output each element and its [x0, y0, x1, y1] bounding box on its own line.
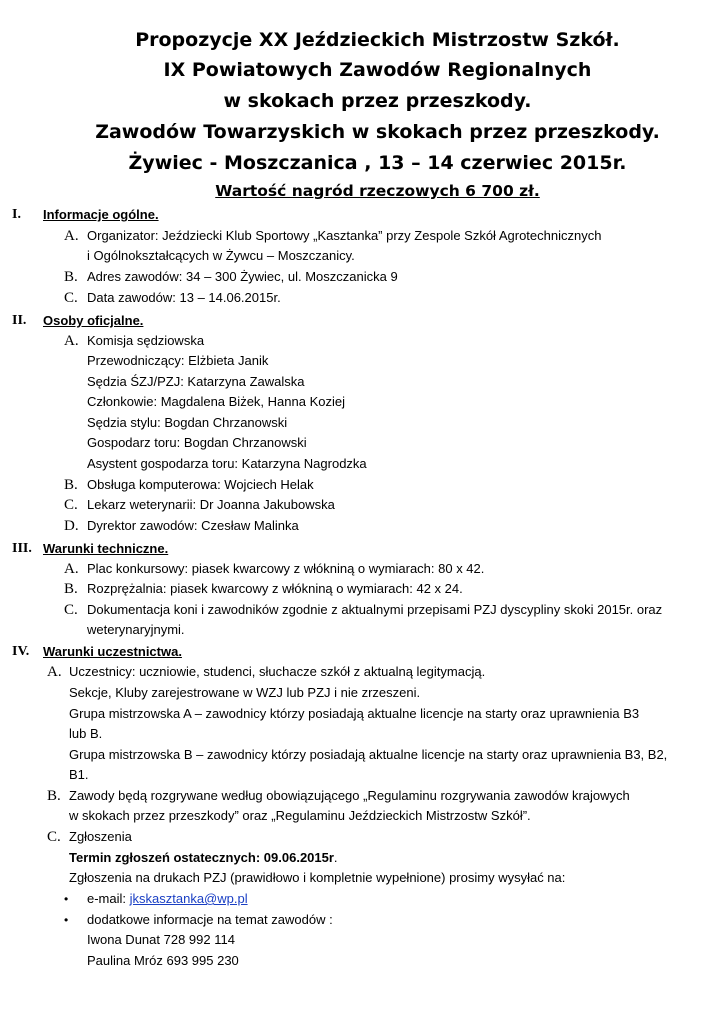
- participants-line: B1.: [69, 767, 89, 782]
- judges-line: Członkowie: Magdalena Biżek, Hanna Koziej: [87, 394, 345, 409]
- organizer-line-2: i Ogólnokształcących w Żywcu – Moszczanicy.: [87, 248, 355, 263]
- section-2-c-letter: C.: [64, 497, 78, 513]
- organizer-line-1: Organizator: Jeździecki Klub Sportowy „Kasztanka” przy Zespole Szkół Agrotechnicznych: [87, 228, 602, 243]
- event-date: Data zawodów: 13 – 14.06.2015r.: [87, 290, 281, 305]
- judges-line: Sędzia stylu: Bogdan Chrzanowski: [87, 415, 288, 430]
- section-2-title: Osoby oficjalne.: [43, 313, 144, 328]
- deadline-text: Termin zgłoszeń ostatecznych: 09.06.2015r: [69, 850, 334, 865]
- doc-title-line-1: Propozycje XX Jeździeckich Mistrzostw Szkół.: [135, 29, 620, 51]
- contact-1: Iwona Dunat 728 992 114: [87, 932, 235, 947]
- doc-title-line-3: w skokach przez przeszkody.: [223, 90, 532, 112]
- section-2-a-letter: A.: [64, 333, 79, 349]
- section-4-c-letter: C.: [47, 829, 61, 845]
- section-4-number: IV.: [12, 644, 30, 659]
- section-3-title: Warunki techniczne.: [43, 541, 169, 556]
- documentation-line-1: Dokumentacja koni i zawodników zgodnie z aktualnymi przepisami PZJ dyscypliny skoki 2015r. oraz: [87, 602, 663, 617]
- event-director: Dyrektor zawodów: Czesław Malinka: [87, 518, 299, 533]
- regulations-line-2: w skokach przez przeszkody” oraz „Regulaminu Jeździeckich Mistrzostw Szkół”.: [69, 808, 531, 823]
- contact-2: Paulina Mróz 693 995 230: [87, 953, 239, 968]
- participants-line: lub B.: [69, 726, 103, 741]
- doc-title-line-4: Zawodów Towarzyskich w skokach przez przeszkody.: [95, 121, 660, 143]
- section-1-a-letter: A.: [64, 228, 79, 244]
- email-label: e-mail:: [87, 891, 130, 906]
- veterinarian: Lekarz weterynarii: Dr Joanna Jakubowska: [87, 497, 335, 512]
- participants-line: Sekcje, Kluby zarejestrowane w WZJ lub PZJ i nie zrzeszeni.: [69, 685, 421, 700]
- event-address: Adres zawodów: 34 – 300 Żywiec, ul. Moszczanicka 9: [87, 269, 398, 284]
- arena-info: Plac konkursowy: piasek kwarcowy z włókniną o wymiarach: 80 x 42.: [87, 561, 485, 576]
- participants-line: Grupa mistrzowska B – zawodnicy którzy posiadają aktualne licencje na starty oraz uprawnienia B3, B2,: [69, 747, 668, 762]
- computer-service: Obsługa komputerowa: Wojciech Helak: [87, 477, 314, 492]
- bullet-icon: •: [64, 913, 69, 927]
- email-line: [87, 889, 248, 909]
- doc-title-line-2: IX Powiatowych Zawodów Regionalnych: [163, 59, 592, 81]
- section-4-title: Warunki uczestnictwa.: [43, 644, 182, 659]
- warmup-info: Rozprężalnia: piasek kwarcowy z włókniną o wymiarach: 42 x 24.: [87, 581, 463, 596]
- section-1-title: Informacje ogólne.: [43, 207, 159, 222]
- section-4-b-letter: B.: [47, 788, 61, 804]
- section-3-number: III.: [12, 541, 32, 556]
- participants-line: Uczestnicy: uczniowie, studenci, słuchacze szkół z aktualną legitymacją.: [69, 664, 486, 679]
- section-1-number: I.: [12, 207, 21, 222]
- section-3-c-letter: C.: [64, 602, 78, 618]
- section-2-number: II.: [12, 313, 27, 328]
- participants-line: Grupa mistrzowska A – zawodnicy którzy posiadają aktualne licencje na starty oraz uprawnienia B3: [69, 706, 640, 721]
- prize-value: Wartość nagród rzeczowych 6 700 zł.: [215, 182, 540, 200]
- section-3-b-letter: B.: [64, 581, 78, 597]
- section-1-b-letter: B.: [64, 269, 78, 285]
- entries-deadline: [69, 848, 338, 868]
- deadline-period: .: [333, 850, 338, 865]
- judges-line: Gospodarz toru: Bogdan Chrzanowski: [87, 435, 307, 450]
- judges-line: Asystent gospodarza toru: Katarzyna Nagrodzka: [87, 456, 367, 471]
- email-link[interactable]: jkskasztanka@wp.pl: [129, 891, 248, 906]
- section-2-b-letter: B.: [64, 477, 78, 493]
- judges-heading: Komisja sędziowska: [87, 333, 205, 348]
- regulations-line-1: Zawody będą rozgrywane według obowiązującego „Regulaminu rozgrywania zawodów krajowych: [69, 788, 630, 803]
- documentation-line-2: weterynaryjnymi.: [87, 622, 185, 637]
- section-4-a-letter: A.: [47, 664, 62, 680]
- judges-line: Sędzia ŚZJ/PZJ: Katarzyna Zawalska: [87, 374, 305, 389]
- entries-heading: Zgłoszenia: [69, 829, 132, 844]
- section-1-c-letter: C.: [64, 290, 78, 306]
- bullet-icon: •: [64, 892, 69, 906]
- extra-info-heading: dodatkowe informacje na temat zawodów :: [87, 912, 333, 927]
- entries-instructions: Zgłoszenia na drukach PZJ (prawidłowo i kompletnie wypełnione) prosimy wysyłać na:: [69, 870, 566, 885]
- doc-title-line-5: Żywiec - Moszczanica , 13 – 14 czerwiec 2015r.: [128, 152, 627, 174]
- section-2-d-letter: D.: [64, 518, 79, 534]
- section-3-a-letter: A.: [64, 561, 79, 577]
- judges-line: Przewodniczący: Elżbieta Janik: [87, 353, 269, 368]
